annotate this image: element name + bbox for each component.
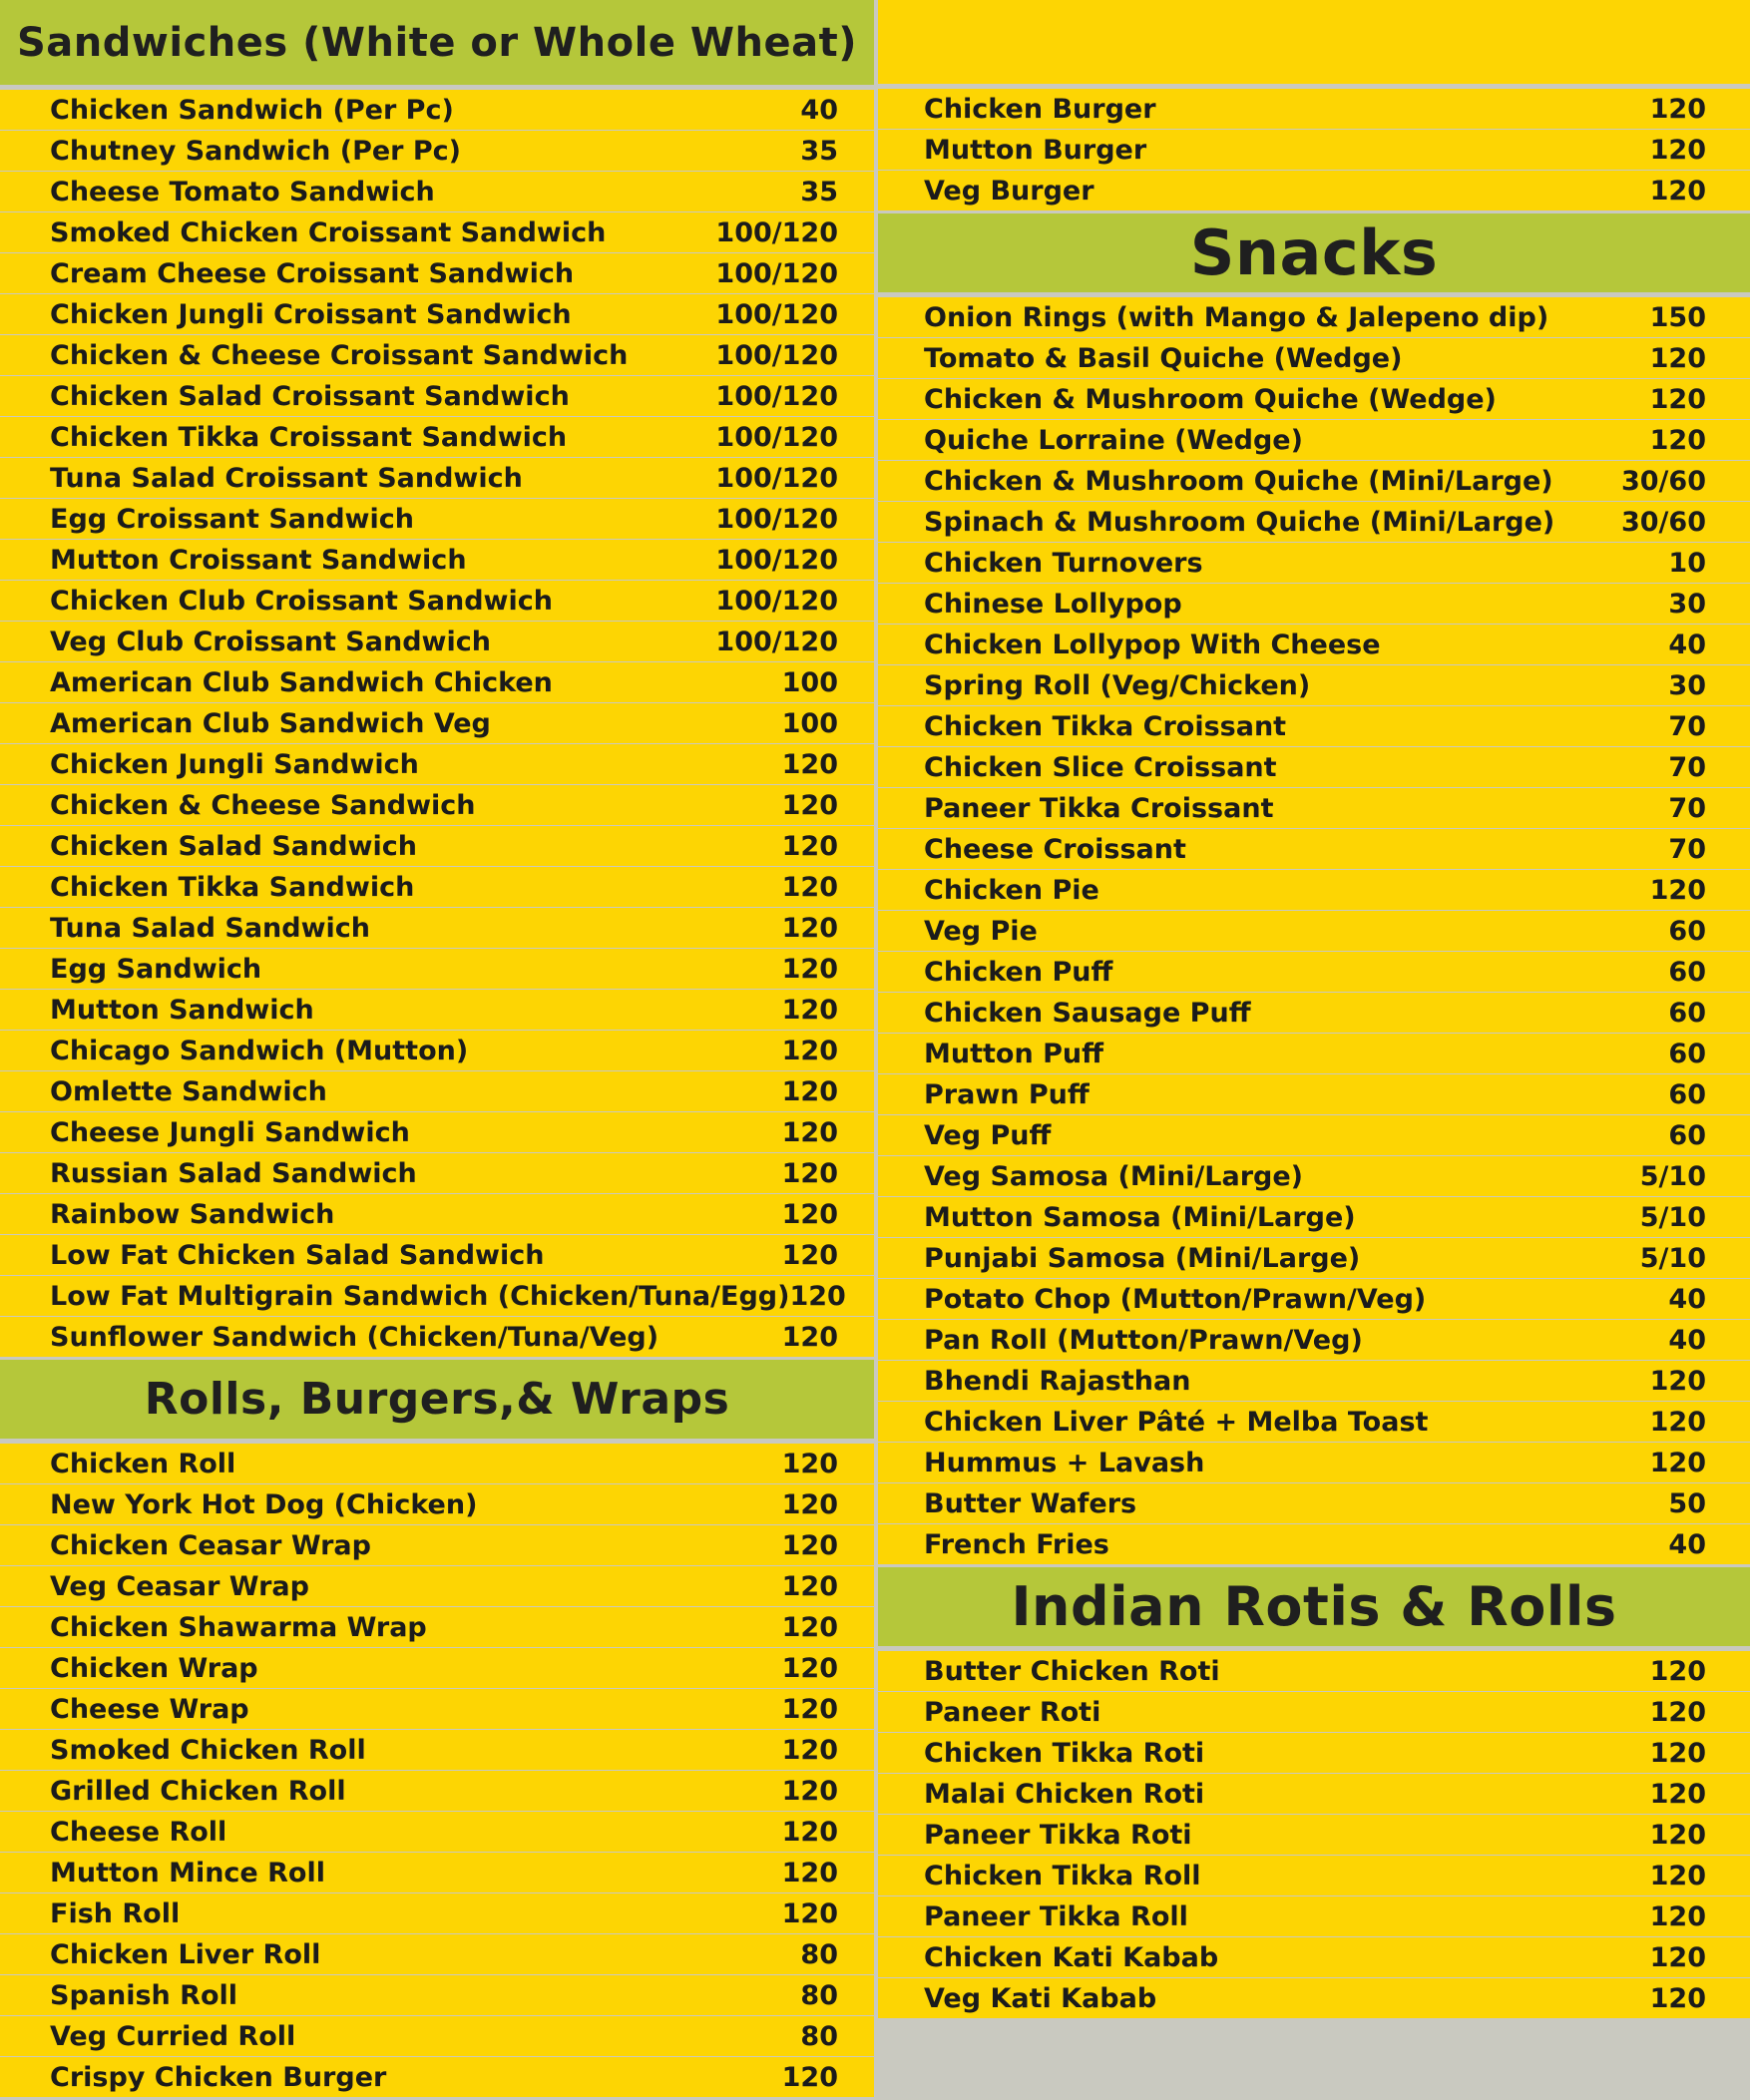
menu-item-row	[0, 1771, 874, 1812]
menu-item-price: 120	[781, 749, 838, 780]
menu-item-row	[878, 1320, 1750, 1361]
menu-item-name: Chicken & Cheese Croissant Sandwich	[50, 340, 629, 371]
menu-item-price: 70	[1668, 711, 1706, 742]
menu-item-name: Cheese Croissant	[924, 834, 1186, 865]
menu-item-row	[0, 2057, 874, 2098]
menu-item-name: Chicken Tikka Roti	[924, 1738, 1205, 1769]
menu-item-name: Chicken Liver Roll	[50, 1939, 321, 1970]
menu-item-name: Punjabi Samosa (Mini/Large)	[924, 1243, 1361, 1274]
menu-item-row	[878, 625, 1750, 665]
menu-item-name: Paneer Tikka Roll	[924, 1901, 1188, 1932]
menu-item-name: Chicken Sausage Puff	[924, 998, 1251, 1029]
snacks-header: Snacks	[878, 213, 1750, 295]
menu-item-price: 70	[1668, 834, 1706, 865]
menu-item-price: 120	[1649, 1901, 1706, 1932]
menu-item-row	[0, 1112, 874, 1153]
menu-item-name: Pan Roll (Mutton/Prawn/Veg)	[924, 1325, 1363, 1356]
menu-item-name: Paneer Tikka Croissant	[924, 793, 1274, 824]
menu-item-row	[878, 543, 1750, 584]
menu-item-row	[0, 662, 874, 703]
menu-item-row	[0, 1444, 874, 1484]
menu-item-price: 120	[781, 1036, 838, 1066]
menu-item-row	[0, 2016, 874, 2057]
menu-item-price: 30	[1668, 670, 1706, 701]
menu-item-price: 100/120	[715, 545, 838, 576]
menu-item-row	[878, 1651, 1750, 1692]
menu-item-name: Spring Roll (Veg/Chicken)	[924, 670, 1311, 701]
menu-item-name: Chicago Sandwich (Mutton)	[50, 1036, 469, 1066]
menu-item-price: 30/60	[1620, 507, 1706, 538]
menu-item-name: Chicken Tikka Sandwich	[50, 872, 415, 903]
menu-item-name: Chicken Salad Sandwich	[50, 831, 417, 862]
menu-item-name: Omlette Sandwich	[50, 1076, 327, 1107]
menu-item-name: New York Hot Dog (Chicken)	[50, 1489, 478, 1520]
menu-item-name: Chicken Kati Kabab	[924, 1942, 1219, 1973]
menu-item-price: 120	[1649, 1407, 1706, 1438]
menu-item-name: Spinach & Mushroom Quiche (Mini/Large)	[924, 507, 1555, 538]
menu-item-price: 100/120	[715, 217, 838, 248]
menu-item-row	[878, 788, 1750, 829]
menu-item-row	[0, 1934, 874, 1975]
menu-item-row	[878, 1197, 1750, 1238]
menu-item-row	[878, 1896, 1750, 1937]
menu-item-name: Spanish Roll	[50, 1980, 238, 2011]
menu-item-price: 100/120	[715, 340, 838, 371]
menu-item-name: Chicken Shawarma Wrap	[50, 1612, 427, 1643]
menu-item-price: 120	[781, 2062, 838, 2093]
menu-item-price: 10	[1668, 548, 1706, 579]
menu-item-row	[878, 171, 1750, 211]
menu-item-row	[0, 1607, 874, 1648]
menu-item-row	[878, 584, 1750, 625]
menu-item-price: 120	[781, 1489, 838, 1520]
menu-item-name: Smoked Chicken Roll	[50, 1735, 366, 1766]
menu-item-row	[878, 130, 1750, 171]
menu-item-row	[878, 461, 1750, 502]
menu-item-price: 35	[800, 177, 838, 208]
menu-item-price: 120	[781, 1158, 838, 1189]
menu-item-price: 120	[781, 1076, 838, 1107]
menu-item-row	[0, 1689, 874, 1730]
menu-item-row	[0, 826, 874, 867]
menu-item-price: 80	[800, 2021, 838, 2052]
menu-item-price: 120	[781, 1240, 838, 1271]
menu-item-name: Chicken Club Croissant Sandwich	[50, 586, 553, 617]
snacks-list	[878, 295, 1750, 1565]
menu-item-row	[0, 294, 874, 335]
menu-item-name: Egg Croissant Sandwich	[50, 504, 414, 535]
menu-item-price: 5/10	[1639, 1161, 1706, 1192]
menu-item-name: Sunflower Sandwich (Chicken/Tuna/Veg)	[50, 1322, 659, 1353]
menu-item-price: 120	[781, 913, 838, 944]
menu-item-price: 120	[781, 1449, 838, 1479]
menu-item-row	[878, 1733, 1750, 1774]
menu-item-row	[0, 1525, 874, 1566]
menu-item-row	[878, 706, 1750, 747]
menu-item-name: Quiche Lorraine (Wedge)	[924, 425, 1303, 456]
menu-item-name: Paneer Tikka Roti	[924, 1820, 1192, 1851]
menu-item-name: Chicken Slice Croissant	[924, 752, 1277, 783]
menu-item-name: Chicken Pie	[924, 875, 1099, 906]
menu-item-price: 150	[1649, 302, 1706, 333]
menu-item-row	[0, 212, 874, 253]
menu-item-row	[0, 744, 874, 785]
menu-item-name: Hummus + Lavash	[924, 1448, 1205, 1478]
menu-item-name: Veg Burger	[924, 176, 1094, 207]
menu-item-price: 120	[781, 1571, 838, 1602]
menu-item-name: Chicken Burger	[924, 94, 1156, 125]
menu-item-row	[878, 1443, 1750, 1483]
menu-item-name: Cheese Jungli Sandwich	[50, 1117, 410, 1148]
menu-item-price: 100/120	[715, 586, 838, 617]
menu-item-name: French Fries	[924, 1529, 1109, 1560]
menu-item-row	[878, 1524, 1750, 1565]
menu-item-price: 120	[781, 1653, 838, 1684]
menu-item-row	[878, 1402, 1750, 1443]
menu-item-name: Chicken Tikka Croissant Sandwich	[50, 422, 568, 453]
menu-item-price: 120	[1649, 1656, 1706, 1687]
menu-item-price: 60	[1668, 916, 1706, 947]
menu-item-row	[878, 1815, 1750, 1856]
menu-item-name: Tomato & Basil Quiche (Wedge)	[924, 343, 1403, 374]
sandwiches-list	[0, 88, 874, 1358]
menu-item-row	[878, 1856, 1750, 1896]
menu-item-price: 35	[800, 136, 838, 167]
menu-item-row	[878, 297, 1750, 338]
menu-item-price: 120	[781, 1735, 838, 1766]
menu-item-price: 120	[781, 995, 838, 1026]
menu-item-row	[878, 870, 1750, 911]
menu-item-price: 120	[1649, 1738, 1706, 1769]
menu-item-price: 120	[1649, 1366, 1706, 1397]
menu-item-row	[0, 785, 874, 826]
menu-item-name: Chicken Liver Pâté + Melba Toast	[924, 1407, 1429, 1438]
menu-item-price: 70	[1668, 793, 1706, 824]
menu-item-name: Rainbow Sandwich	[50, 1199, 335, 1230]
menu-item-price: 120	[1649, 1942, 1706, 1973]
rolls-list	[0, 1442, 874, 2098]
menu-item-price: 100/120	[715, 258, 838, 289]
menu-item-price: 120	[1649, 1448, 1706, 1478]
menu-item-name: American Club Sandwich Veg	[50, 708, 491, 739]
menu-item-row	[0, 90, 874, 131]
menu-item-price: 60	[1668, 998, 1706, 1029]
menu-item-price: 120	[1649, 1697, 1706, 1728]
menu-item-row	[0, 1730, 874, 1771]
menu-item-row	[0, 1071, 874, 1112]
menu-item-row	[878, 993, 1750, 1034]
menu-item-row	[878, 829, 1750, 870]
menu-item-name: Mutton Puff	[924, 1039, 1103, 1069]
menu-item-row	[0, 458, 874, 499]
menu-item-row	[0, 131, 874, 172]
menu-item-price: 80	[800, 1980, 838, 2011]
menu-item-name: Prawn Puff	[924, 1079, 1090, 1110]
menu-item-row	[0, 499, 874, 540]
menu-item-name: Veg Club Croissant Sandwich	[50, 627, 491, 657]
menu-item-name: Chicken Jungli Croissant Sandwich	[50, 299, 572, 330]
menu-item-price: 30/60	[1620, 466, 1706, 497]
menu-item-row	[0, 253, 874, 294]
menu-item-name: Low Fat Chicken Salad Sandwich	[50, 1240, 545, 1271]
menu-item-name: Cheese Roll	[50, 1817, 227, 1848]
menu-item-price: 120	[781, 1530, 838, 1561]
indian-header: Indian Rotis & Rolls	[878, 1567, 1750, 1649]
menu-item-price: 120	[1649, 176, 1706, 207]
menu-item-name: Mutton Samosa (Mini/Large)	[924, 1202, 1356, 1233]
menu-item-row	[0, 1317, 874, 1358]
menu-item-name: Paneer Roti	[924, 1697, 1101, 1728]
menu-item-price: 120	[781, 1199, 838, 1230]
menu-item-row	[0, 1031, 874, 1071]
menu-item-name: Malai Chicken Roti	[924, 1779, 1205, 1810]
menu-item-row	[878, 1692, 1750, 1733]
menu-item-row	[0, 1153, 874, 1194]
menu-item-row	[0, 1235, 874, 1276]
menu-item-row	[878, 338, 1750, 379]
menu-item-name: Tuna Salad Croissant Sandwich	[50, 463, 523, 494]
menu-item-row	[0, 908, 874, 949]
menu-item-row	[0, 1853, 874, 1893]
menu-item-name: Tuna Salad Sandwich	[50, 913, 371, 944]
menu-item-price: 40	[800, 95, 838, 126]
menu-item-price: 120	[1649, 1779, 1706, 1810]
menu-item-row	[0, 1648, 874, 1689]
menu-item-row	[0, 867, 874, 908]
menu-item-name: Veg Puff	[924, 1120, 1052, 1151]
menu-item-price: 100/120	[715, 463, 838, 494]
menu-item-name: Russian Salad Sandwich	[50, 1158, 417, 1189]
menu-item-price: 120	[781, 954, 838, 985]
menu-item-name: Chicken & Mushroom Quiche (Mini/Large)	[924, 466, 1553, 497]
menu-item-name: Low Fat Multigrain Sandwich (Chicken/Tuna/Egg)	[50, 1281, 790, 1312]
menu-item-price: 120	[1649, 384, 1706, 415]
menu-item-price: 40	[1668, 1529, 1706, 1560]
menu-item-name: Mutton Burger	[924, 135, 1147, 166]
menu-item-price: 120	[1649, 425, 1706, 456]
menu-item-name: Chinese Lollypop	[924, 589, 1182, 620]
menu-item-price: 100	[781, 708, 838, 739]
menu-item-row	[0, 703, 874, 744]
menu-item-price: 80	[800, 1939, 838, 1970]
menu-item-price: 120	[1649, 1983, 1706, 2014]
menu-item-price: 120	[781, 1322, 838, 1353]
menu-item-row	[878, 665, 1750, 706]
left-column	[0, 0, 874, 2100]
menu-item-name: Veg Samosa (Mini/Large)	[924, 1161, 1304, 1192]
menu-item-row	[0, 1484, 874, 1525]
menu-item-name: Cheese Wrap	[50, 1694, 249, 1725]
menu-item-price: 60	[1668, 1039, 1706, 1069]
menu-item-price: 120	[781, 1858, 838, 1889]
menu-item-price: 40	[1668, 1325, 1706, 1356]
menu-item-price: 70	[1668, 752, 1706, 783]
menu-item-row	[0, 1566, 874, 1607]
menu-item-price: 120	[1649, 1861, 1706, 1891]
menu-item-name: Chicken Puff	[924, 957, 1113, 988]
menu-item-name: Veg Pie	[924, 916, 1038, 947]
menu-item-name: Potato Chop (Mutton/Prawn/Veg)	[924, 1284, 1427, 1315]
menu-item-row	[878, 1978, 1750, 2019]
menu-item-price: 120	[1649, 135, 1706, 166]
sandwiches-header: Sandwiches (White or Whole Wheat)	[0, 0, 874, 88]
menu-item-name: Veg Curried Roll	[50, 2021, 296, 2052]
menu-item-row	[0, 1194, 874, 1235]
right-column	[878, 0, 1750, 2100]
menu-item-row	[0, 622, 874, 662]
menu-item-price: 40	[1668, 1284, 1706, 1315]
menu-item-name: Chicken & Mushroom Quiche (Wedge)	[924, 384, 1497, 415]
menu-item-row	[0, 581, 874, 622]
menu-item-name: Chicken Tikka Roll	[924, 1861, 1201, 1891]
menu-item-row	[0, 172, 874, 212]
menu-item-price: 120	[789, 1281, 846, 1312]
menu-item-name: Veg Kati Kabab	[924, 1983, 1157, 2014]
menu-item-name: Veg Ceasar Wrap	[50, 1571, 309, 1602]
menu-item-name: American Club Sandwich Chicken	[50, 667, 553, 698]
menu-item-row	[0, 1975, 874, 2016]
menu-item-price: 100/120	[715, 299, 838, 330]
menu-item-price: 120	[781, 1817, 838, 1848]
right-top-blank	[878, 0, 1750, 87]
menu-item-row	[0, 376, 874, 417]
menu-item-row	[878, 952, 1750, 993]
menu-item-row	[878, 911, 1750, 952]
menu-item-name: Mutton Sandwich	[50, 995, 314, 1026]
menu-item-row	[0, 540, 874, 581]
menu-item-name: Egg Sandwich	[50, 954, 262, 985]
menu-item-price: 100	[781, 667, 838, 698]
menu-item-row	[878, 1034, 1750, 1074]
menu-item-name: Chicken Lollypop With Cheese	[924, 630, 1381, 660]
menu-item-price: 120	[781, 1694, 838, 1725]
menu-item-name: Chutney Sandwich (Per Pc)	[50, 136, 462, 167]
menu-item-name: Chicken Salad Croissant Sandwich	[50, 381, 570, 412]
menu-item-price: 120	[781, 1612, 838, 1643]
menu-item-price: 60	[1668, 957, 1706, 988]
menu-item-price: 100/120	[715, 504, 838, 535]
menu-item-name: Cheese Tomato Sandwich	[50, 177, 435, 208]
menu-item-name: Butter Wafers	[924, 1488, 1137, 1519]
menu-item-name: Chicken Ceasar Wrap	[50, 1530, 371, 1561]
menu-item-price: 60	[1668, 1079, 1706, 1110]
menu-item-name: Chicken Roll	[50, 1449, 236, 1479]
menu-item-price: 120	[1649, 1820, 1706, 1851]
menu-item-price: 100/120	[715, 381, 838, 412]
menu-item-price: 120	[781, 1117, 838, 1148]
menu-item-price: 5/10	[1639, 1243, 1706, 1274]
menu-item-name: Chicken Turnovers	[924, 548, 1203, 579]
menu-item-row	[0, 949, 874, 990]
indian-list	[878, 1649, 1750, 2019]
menu-item-row	[878, 1238, 1750, 1279]
menu-item-row	[878, 89, 1750, 130]
menu-item-price: 120	[781, 1776, 838, 1807]
menu-item-name: Bhendi Rajasthan	[924, 1366, 1191, 1397]
menu-item-price: 60	[1668, 1120, 1706, 1151]
menu-item-row	[0, 990, 874, 1031]
menu-item-price: 5/10	[1639, 1202, 1706, 1233]
menu-item-row	[0, 335, 874, 376]
menu-item-price: 120	[781, 831, 838, 862]
menu-item-price: 50	[1668, 1488, 1706, 1519]
menu-item-row	[878, 1074, 1750, 1115]
menu-item-name: Fish Roll	[50, 1898, 181, 1929]
menu-item-row	[0, 1276, 874, 1317]
menu-item-name: Chicken Sandwich (Per Pc)	[50, 95, 454, 126]
menu-item-price: 100/120	[715, 627, 838, 657]
menu-item-price: 120	[1649, 94, 1706, 125]
menu-item-name: Chicken Tikka Croissant	[924, 711, 1287, 742]
menu-item-name: Chicken Jungli Sandwich	[50, 749, 419, 780]
menu-item-name: Butter Chicken Roti	[924, 1656, 1220, 1687]
menu-item-price: 100/120	[715, 422, 838, 453]
menu-item-row	[878, 1361, 1750, 1402]
menu-item-row	[878, 747, 1750, 788]
menu-item-row	[878, 1279, 1750, 1320]
menu-item-name: Crispy Chicken Burger	[50, 2062, 387, 2093]
burgers-list	[878, 87, 1750, 211]
menu-item-name: Grilled Chicken Roll	[50, 1776, 346, 1807]
menu-item-name: Mutton Mince Roll	[50, 1858, 325, 1889]
menu-item-row	[0, 1812, 874, 1853]
menu-item-row	[878, 1115, 1750, 1156]
menu-item-row	[878, 502, 1750, 543]
menu-item-price: 120	[781, 872, 838, 903]
menu-item-row	[0, 417, 874, 458]
menu-item-price: 120	[1649, 343, 1706, 374]
menu-item-row	[878, 379, 1750, 420]
menu-item-name: Chicken Wrap	[50, 1653, 258, 1684]
menu-item-row	[0, 1893, 874, 1934]
menu-item-price: 30	[1668, 589, 1706, 620]
menu-item-name: Mutton Croissant Sandwich	[50, 545, 467, 576]
menu-item-price: 40	[1668, 630, 1706, 660]
menu-item-name: Cream Cheese Croissant Sandwich	[50, 258, 575, 289]
menu-item-price: 120	[1649, 875, 1706, 906]
menu-item-name: Smoked Chicken Croissant Sandwich	[50, 217, 607, 248]
menu-item-name: Chicken & Cheese Sandwich	[50, 790, 476, 821]
menu-item-price: 120	[781, 790, 838, 821]
rolls-header: Rolls, Burgers,& Wraps	[0, 1360, 874, 1442]
menu-item-price: 120	[781, 1898, 838, 1929]
menu-item-row	[878, 1937, 1750, 1978]
menu-item-name: Onion Rings (with Mango & Jalepeno dip)	[924, 302, 1549, 333]
menu-item-row	[878, 1156, 1750, 1197]
menu-item-row	[878, 420, 1750, 461]
menu-item-row	[878, 1774, 1750, 1815]
menu-item-row	[878, 1483, 1750, 1524]
